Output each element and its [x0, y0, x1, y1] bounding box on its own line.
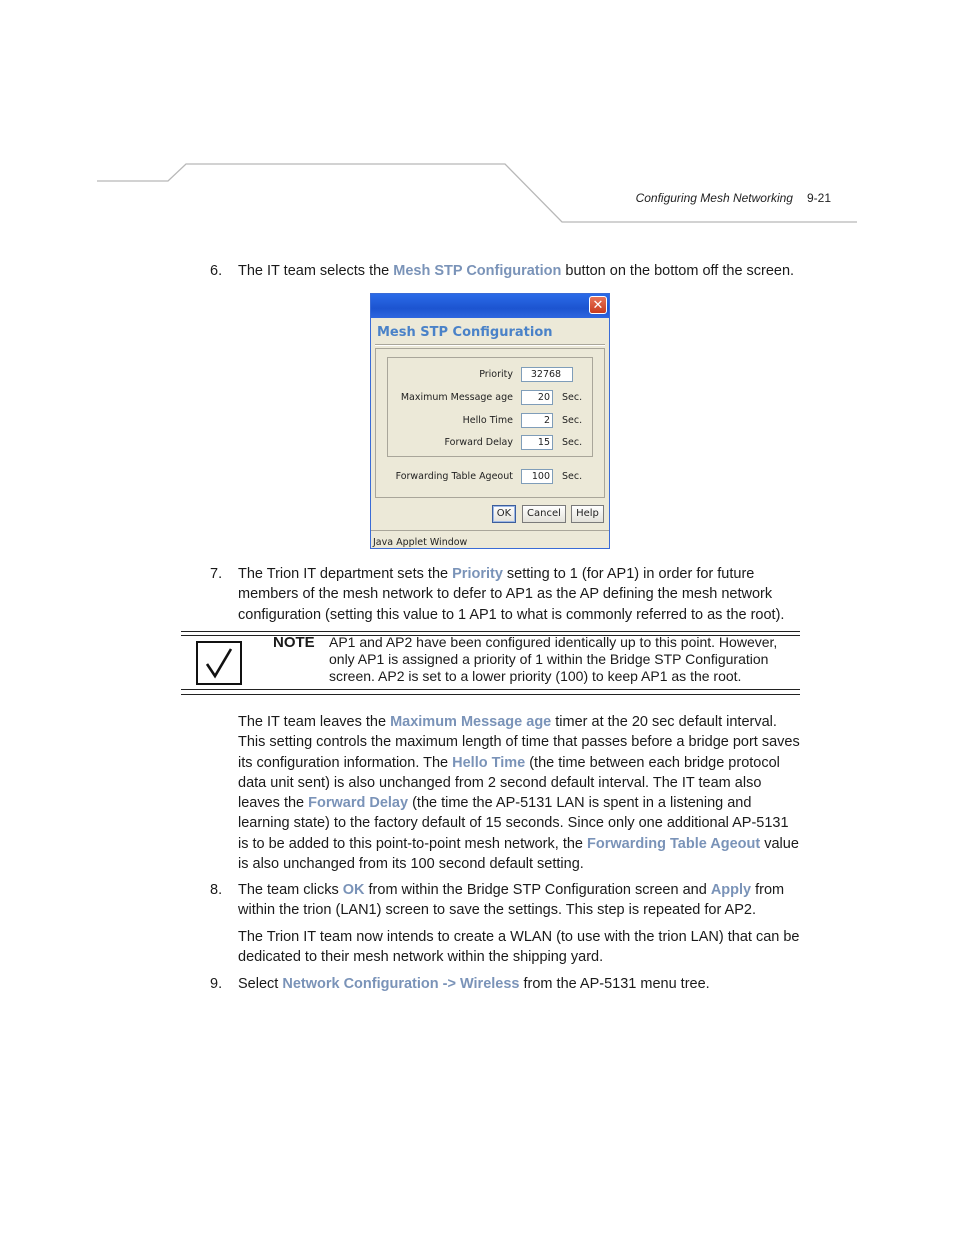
unit-label: Sec.	[562, 392, 583, 403]
step-number: 8.	[210, 882, 223, 898]
section-title: Configuring Mesh Networking	[635, 191, 793, 205]
hello-time-label: Hello Time	[462, 415, 513, 426]
hello-time-row	[371, 413, 609, 429]
ageout-label: Forwarding Table Ageout	[395, 471, 513, 482]
step-number: 7.	[210, 566, 223, 582]
step-text: The Trion IT department sets the Priority setting to 1 (for AP1) in order for future members of the mesh network to defer to AP1 as the AP defining the mesh network configuration (setting this value to 1 AP1 to what is commonly referred to as the root).	[238, 566, 785, 623]
priority-label: Priority	[479, 369, 513, 380]
ui-reference: Mesh STP Configuration	[393, 263, 562, 279]
step-number: 9.	[210, 976, 223, 992]
hello-time-input[interactable]: 2	[521, 413, 553, 428]
page-number: 9-21	[806, 191, 831, 205]
note-rule-bottom-inner	[181, 689, 800, 690]
forward-delay-input[interactable]: 15	[521, 435, 553, 450]
ageout-row	[371, 469, 609, 485]
ui-reference: Hello Time	[452, 754, 526, 771]
running-head	[636, 191, 831, 205]
max-age-input[interactable]: 20	[521, 390, 553, 405]
help-button[interactable]: Help	[571, 505, 604, 523]
step-text: Select Network Configuration -> Wireless from the AP-5131 menu tree.	[238, 976, 710, 992]
ui-reference: Forward Delay	[308, 795, 409, 812]
status-bar-text: Java Applet Window	[373, 537, 468, 548]
checkmark-icon	[196, 641, 242, 685]
priority-row	[371, 367, 609, 383]
step-text: The IT team selects the Mesh STP Configuration button on the bottom off the screen.	[238, 263, 795, 279]
unit-label: Sec.	[562, 437, 583, 448]
forward-delay-label: Forward Delay	[444, 437, 513, 448]
title-bar	[371, 294, 609, 318]
divider	[375, 344, 605, 346]
forward-delay-row	[371, 435, 609, 451]
ui-reference: Network Configuration -> Wireless	[282, 976, 520, 992]
cancel-button[interactable]: Cancel	[522, 505, 566, 523]
max-age-label: Maximum Message age	[400, 392, 513, 403]
note-text: AP1 and AP2 have been configured identically up to this point. However, only AP1 is assigned a priority of 1 within the Bridge STP Configuration screen. AP2 is set to a lower priority (100) to keep AP1 as the root.	[329, 634, 778, 684]
mesh-stp-dialog	[370, 293, 610, 549]
ui-reference: OK	[342, 882, 365, 898]
ui-reference: Maximum Message age	[390, 714, 552, 730]
note-rule-top	[181, 631, 800, 632]
paragraph-timers: The IT team leaves the Maximum Message age timer at the 20 sec default interval. This setting controls the maximum length of time that passes before a bridge port saves its configuration information. The Hello Time (the time between each bridge protocol data unit sent) is also unchanged from 2 second default interval. The IT team also leaves the Forward Delay (the time the AP-5131 LAN is spent in a listening and learning state) to the factory default of 15 seconds. Since only one additional AP-5131 is to be added to this point-to-point mesh network, the Forwarding Table Ageout value is also unchanged from its 100 second default setting.	[238, 714, 800, 873]
note-rule-bottom	[181, 694, 800, 695]
ui-reference: Apply	[710, 882, 752, 898]
ui-reference: Priority	[452, 566, 503, 582]
ok-button[interactable]: OK	[492, 505, 516, 523]
note-label: NOTE	[273, 634, 315, 651]
dialog-title: Mesh STP Configuration	[377, 325, 553, 340]
max-age-row	[371, 390, 609, 406]
status-divider	[371, 530, 609, 531]
unit-label: Sec.	[562, 471, 583, 482]
paragraph-wlan: The Trion IT team now intends to create a WLAN (to use with the trion LAN) that can be dedicated to their mesh network within the shipping yard.	[238, 929, 800, 966]
step-text: The team clicks OK from within the Bridge STP Configuration screen and Apply from within the trion (LAN1) screen to save the settings. This step is repeated for AP2.	[238, 882, 785, 919]
ageout-input[interactable]: 100	[521, 469, 553, 484]
ui-reference: Forwarding Table Ageout	[587, 835, 761, 852]
unit-label: Sec.	[562, 415, 583, 426]
close-icon[interactable]: ✕	[589, 296, 607, 314]
priority-input[interactable]: 32768	[521, 367, 573, 382]
step-number: 6.	[210, 263, 223, 279]
